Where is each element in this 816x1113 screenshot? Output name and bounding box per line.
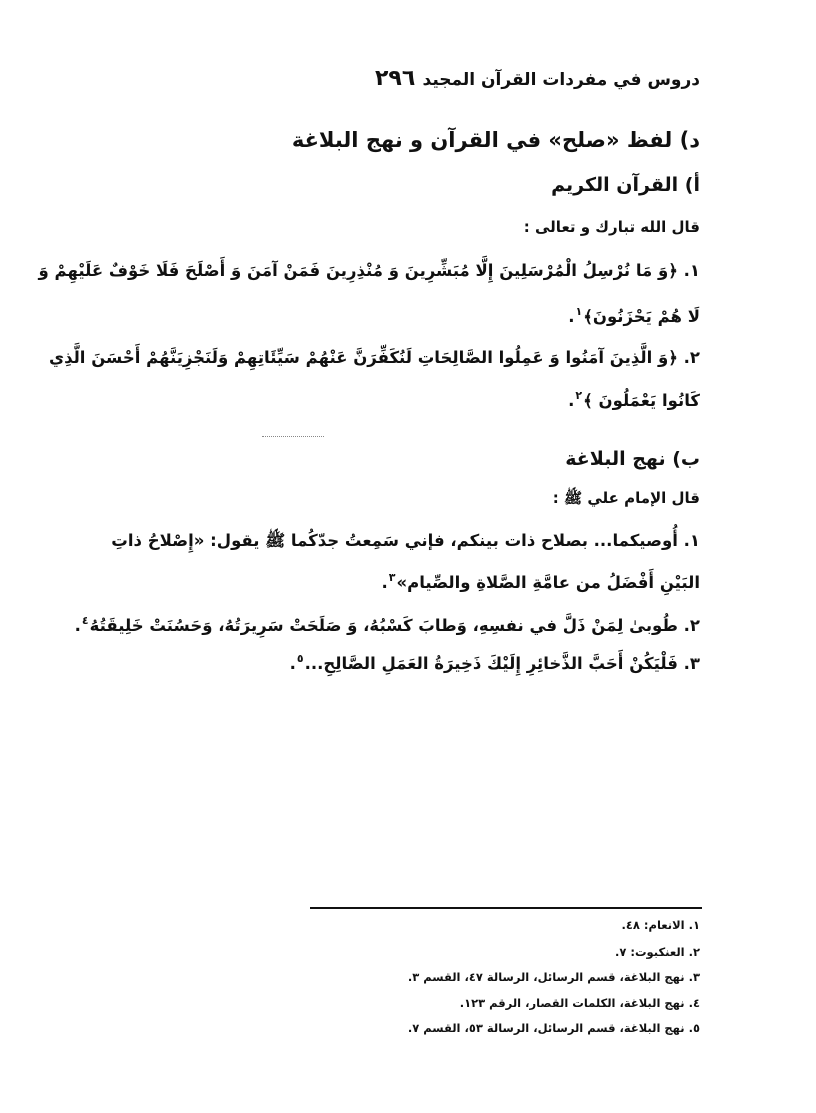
- verse-1-line-2: لَا هُمْ يَحْزَنُونَ﴾$^١$.: [568, 305, 700, 326]
- hadith-1-line-2-text: البَيْنِ أَفْضَلُ من عامَّةِ الصَّلاةِ والصِّيام»: [396, 573, 700, 592]
- verse-1-line-2-text: لَا هُمْ يَحْزَنُونَ﴾: [583, 307, 700, 326]
- quran-heading: أ) القرآن الكريم: [551, 174, 700, 196]
- footnote-marker-4: ٤: [81, 614, 89, 627]
- running-header-title: دروس في مفردات القرآن المجيد: [422, 70, 700, 90]
- footnote-1: ١. الانعام: ٤٨.: [621, 918, 700, 932]
- scan-artifact: [262, 436, 324, 437]
- hadith-2: ٢. طُوبىٰ لِمَنْ ذَلَّ في نفسِهِ، وَطابَ كَسْبُهُ، وَ صَلَحَتْ سَرِيرَتُهُ، وَحَسُنَتْ خَلِيقَتُهُ$^٤$.: [74, 614, 700, 635]
- nahj-heading: ب) نهج البلاغة: [565, 448, 700, 470]
- footnote-marker-5: ٥: [296, 652, 304, 665]
- verse-2-line-1: ٢. ﴿وَ الَّذِينَ آمَنُوا وَ عَمِلُوا الصَّالِحَاتِ لَنُكَفِّرَنَّ عَنْهُمْ سَيِّئَاتِهِمْ وَلَنَجْزِيَنَّهُمْ أَحْسَنَ الَّذِي: [48, 348, 700, 367]
- footnote-separator: [310, 907, 702, 909]
- quran-intro: قال الله تبارك و تعالى :: [523, 218, 700, 236]
- section-title: د) لفظ «صلح» في القرآن و نهج البلاغة: [291, 128, 700, 152]
- verse-1-line-1: ١. ﴿وَ مَا نُرْسِلُ الْمُرْسَلِينَ إِلَّا مُبَشِّرِينَ وَ مُنْذِرِينَ فَمَنْ آمَنَ وَ أَصْلَحَ فَلَا خَوْفٌ عَلَيْهِمْ وَ: [38, 261, 700, 280]
- footnote-marker-1: ١: [575, 305, 583, 318]
- hadith-2-text: ٢. طُوبىٰ لِمَنْ ذَلَّ في نفسِهِ، وَطابَ كَسْبُهُ، وَ صَلَحَتْ سَرِيرَتُهُ، وَحَسُنَتْ خَلِيقَتُهُ: [89, 616, 700, 635]
- verse-2-line-2-text: كَانُوا يَعْمَلُونَ ﴾: [583, 391, 700, 410]
- footnote-2: ٢. العنكبوت: ٧.: [614, 945, 700, 959]
- hadith-3-text: ٣. فَلْيَكُنْ أَحَبَّ الذَّخائِرِ إِلَيْكَ ذَخِيرَةُ العَمَلِ الصَّالِحِ...: [304, 654, 700, 673]
- hadith-3: ٣. فَلْيَكُنْ أَحَبَّ الذَّخائِرِ إِلَيْكَ ذَخِيرَةُ العَمَلِ الصَّالِحِ...$^٥$.: [289, 652, 700, 673]
- nahj-intro: قال الإمام علي ﷺ :: [552, 489, 700, 507]
- hadith-1-line-1: ١. أُوصيكما... بصلاح ذات بينكم، فإني سَمِعتُ جدّكُما ﷺ يقول: «إِصْلاحُ ذاتِ: [111, 531, 700, 550]
- hadith-1-line-2: البَيْنِ أَفْضَلُ من عامَّةِ الصَّلاةِ والصِّيام»$^٣$.: [381, 571, 700, 592]
- footnote-4: ٤. نهج البلاغة، الكلمات القصار، الرقم ١٢٣.: [459, 996, 700, 1010]
- footnote-marker-2: ٢: [575, 389, 583, 402]
- footnote-marker-3: ٣: [388, 571, 396, 584]
- verse-2-line-2: كَانُوا يَعْمَلُونَ ﴾$^٢$.: [568, 389, 700, 410]
- footnote-5: ٥. نهج البلاغة، قسم الرسائل، الرسالة ٥٣، القسم ٧.: [407, 1021, 700, 1035]
- footnote-3: ٣. نهج البلاغة، قسم الرسائل، الرسالة ٤٧، القسم ٣.: [407, 970, 700, 984]
- page-number: ٢٩٦: [375, 66, 416, 91]
